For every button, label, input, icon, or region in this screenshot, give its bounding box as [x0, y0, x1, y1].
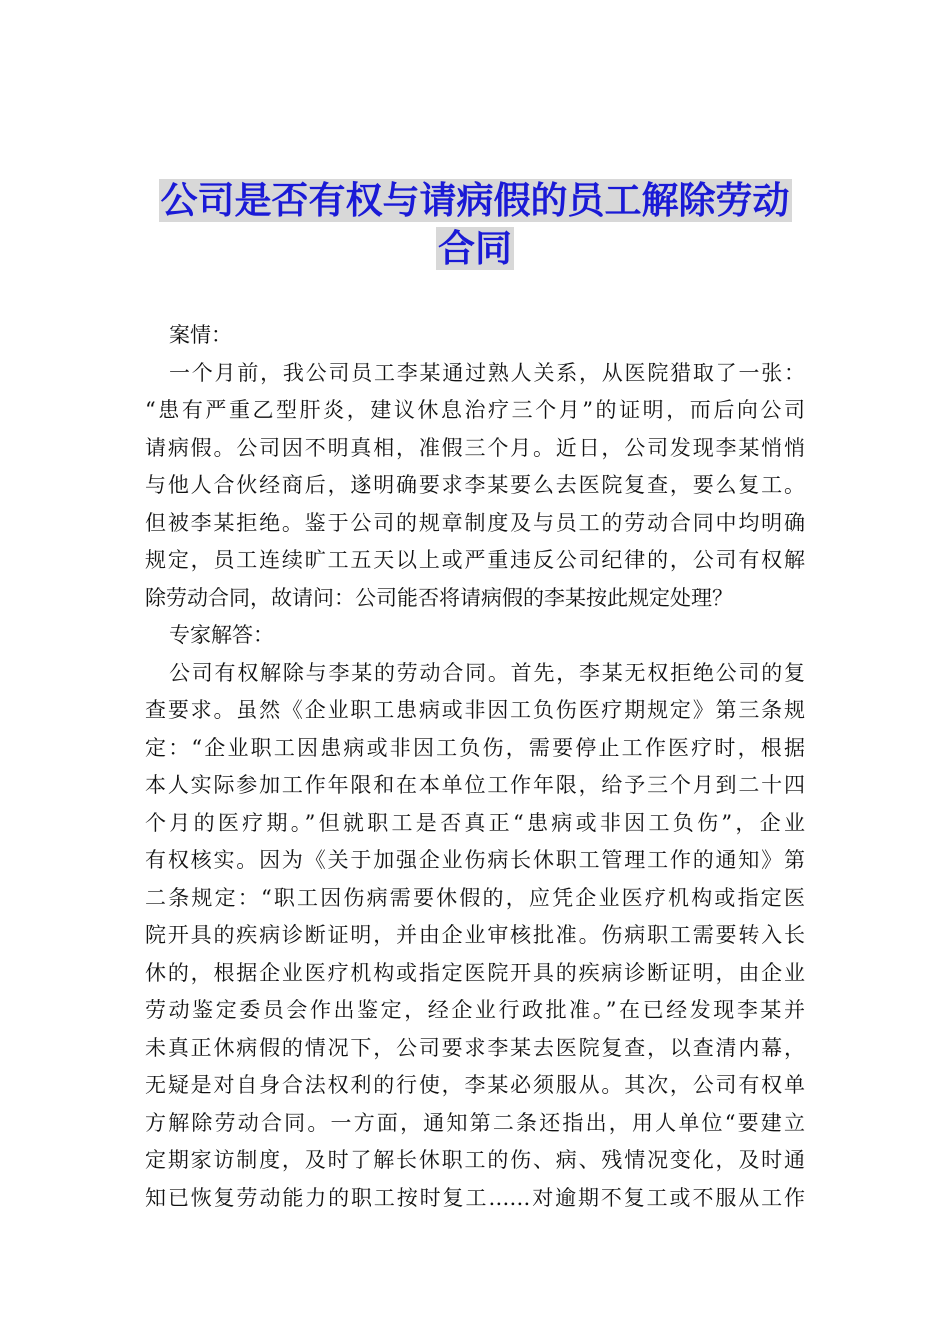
document-title-line-2: 合同 [438, 227, 512, 270]
paragraph-line: 院开具的疾病诊断证明，并由企业审核批准。伤病职工需要转入长 [145, 923, 805, 947]
paragraph-line: 定期家访制度，及时了解长休职工的伤、病、残情况变化，及时通 [145, 1148, 805, 1172]
paragraph-line: 查要求。虽然《企业职工患病或非因工负伤医疗期规定》第三条规 [145, 698, 805, 722]
paragraph-line: 规定，员工连续旷工五天以上或严重违反公司纪律的，公司有权解 [145, 548, 805, 572]
paragraph-line: 有权核实。因为《关于加强企业伤病长休职工管理工作的通知》第 [145, 848, 805, 872]
paragraph-line: 与他人合伙经商后，遂明确要求李某要么去医院复查，要么复工。 [145, 473, 805, 497]
document-body [145, 317, 805, 1217]
paragraph-line: 无疑是对自身合法权利的行使，李某必须服从。其次，公司有权单 [145, 1073, 805, 1097]
paragraph-line: 方解除劳动合同。一方面，通知第二条还指出，用人单位“要建立 [145, 1110, 805, 1135]
paragraph-line: 一个月前，我公司员工李某通过熟人关系，从医院猎取了一张： [169, 360, 805, 385]
paragraph-line: 知已恢复劳动能力的职工按时复工……对逾期不复工或不服从工作 [145, 1185, 805, 1210]
paragraph-line: 劳动鉴定委员会作出鉴定，经企业行政批准。”在已经发现李某并 [145, 998, 805, 1022]
paragraph-line: 本人实际参加工作年限和在本单位工作年限，给予三个月到二十四 [145, 773, 805, 797]
document-title-line-1: 公司是否有权与请病假的员工解除劳动 [160, 179, 790, 222]
paragraph-line: 休的，根据企业医疗机构或指定医院开具的疾病诊断证明，由企业 [145, 960, 805, 985]
paragraph-line: 定：“企业职工因患病或非因工负伤，需要停止工作医疗时，根据 [145, 735, 805, 760]
paragraph-line: 二条规定：“职工因伤病需要休假的，应凭企业医疗机构或指定医 [145, 885, 805, 910]
paragraph-line: 未真正休病假的情况下，公司要求李某去医院复查，以查清内幕， [145, 1035, 805, 1060]
section-heading-case: 案情： [169, 323, 232, 347]
paragraph-line: 个月的医疗期。”但就职工是否真正“患病或非因工负伤”，企业 [145, 810, 805, 835]
section-heading-expert-answer: 专家解答： [169, 623, 274, 647]
paragraph-line: 除劳动合同，故请问：公司能否将请病假的李某按此规定处理？ [145, 585, 733, 610]
paragraph-line: 公司有权解除与李某的劳动合同。首先，李某无权拒绝公司的复 [169, 660, 805, 685]
paragraph-line: “患有严重乙型肝炎，建议休息治疗三个月”的证明，而后向公司 [145, 398, 805, 422]
paragraph-line: 但被李某拒绝。鉴于公司的规章制度及与员工的劳动合同中均明确 [145, 510, 805, 535]
paragraph-line: 请病假。公司因不明真相，准假三个月。近日，公司发现李某悄悄 [145, 435, 805, 460]
